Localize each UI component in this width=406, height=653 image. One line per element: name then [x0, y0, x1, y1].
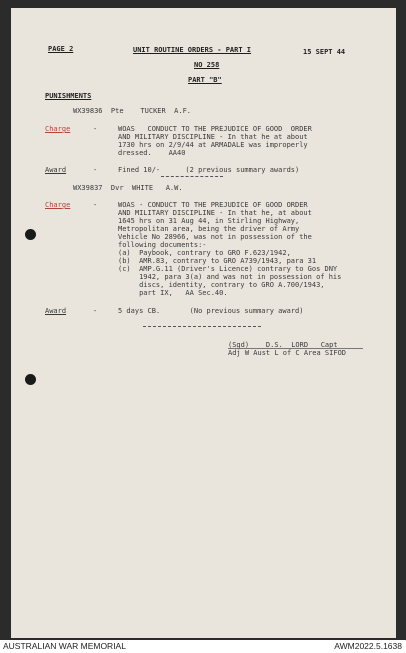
section-heading: PUNISHMENTS	[45, 92, 92, 100]
divider	[161, 176, 223, 177]
charge-line: 1730 hrs on 2/9/44 at ARMADALE was improperly	[118, 141, 308, 149]
charge-line: (b) AMR.83, contrary to GRO A739/1943, para 31	[118, 257, 317, 265]
punch-hole	[25, 229, 36, 240]
dash: -	[93, 125, 98, 133]
charge-line: AND MILITARY DISCIPLINE - In that he, at about	[118, 209, 312, 217]
order-date: 15 SEPT 44	[303, 48, 346, 56]
footer-accession-number: AWM2022.5.1638	[334, 641, 402, 651]
award-text: Fined 10/- (2 previous summary awards)	[118, 166, 300, 174]
charge-label: Charge	[45, 201, 71, 209]
charge-line: dressed. AA40	[118, 149, 186, 157]
charge-line: following documents:-	[118, 241, 207, 249]
charge-line: 1942, para 3(a) and was not in possession of his	[118, 273, 342, 281]
charge-line: discs, identity, contrary to GRO A.700/1943,	[118, 281, 325, 289]
dash: -	[93, 166, 98, 174]
charge-line: 1645 hrs on 31 Aug 44, in Stirling Highway,	[118, 217, 300, 225]
signature-appointment: Adj W Aust L of C Area SIFOD	[228, 349, 347, 357]
dash: -	[93, 307, 98, 315]
order-part: PART "B"	[188, 76, 222, 84]
divider	[143, 326, 261, 327]
document-page	[11, 8, 396, 638]
charge-line: AND MILITARY DISCIPLINE - In that he at about	[118, 133, 308, 141]
award-label: Award	[45, 166, 67, 174]
charge-line: Metropolitan area, being the driver of Army	[118, 225, 300, 233]
soldier-line: WX39837 Dvr WHITE A.W.	[73, 184, 183, 192]
charge-line: WOAS - CONDUCT TO THE PREJUDICE OF GOOD ORDER	[118, 201, 308, 209]
soldier-line: WX39836 Pte TUCKER A.F.	[73, 107, 192, 115]
page-number: PAGE 2	[48, 45, 74, 53]
document-title: UNIT ROUTINE ORDERS - PART I	[133, 46, 252, 54]
charge-line: part IX, AA Sec.40.	[118, 289, 228, 297]
dash: -	[93, 201, 98, 209]
footer-institution: AUSTRALIAN WAR MEMORIAL	[3, 641, 126, 651]
award-text: 5 days CB. (No previous summary award)	[118, 307, 304, 315]
charge-line: (c) AMP.G.11 (Driver's Licence) contrary to Gos DNY	[118, 265, 338, 273]
punch-hole	[25, 374, 36, 385]
archive-footer	[0, 640, 406, 653]
signature-line: (Sgd) D.S. LORD Capt	[228, 341, 338, 349]
charge-label: Charge	[45, 125, 71, 133]
charge-line: Vehicle No 28966, was not in possession of the	[118, 233, 312, 241]
charge-line: (a) Paybook, contrary to GRO F.623/1942,	[118, 249, 291, 257]
order-number: NO 258	[194, 61, 220, 69]
award-label: Award	[45, 307, 67, 315]
charge-line: WOAS CONDUCT TO THE PREJUDICE OF GOOD ORDER	[118, 125, 312, 133]
